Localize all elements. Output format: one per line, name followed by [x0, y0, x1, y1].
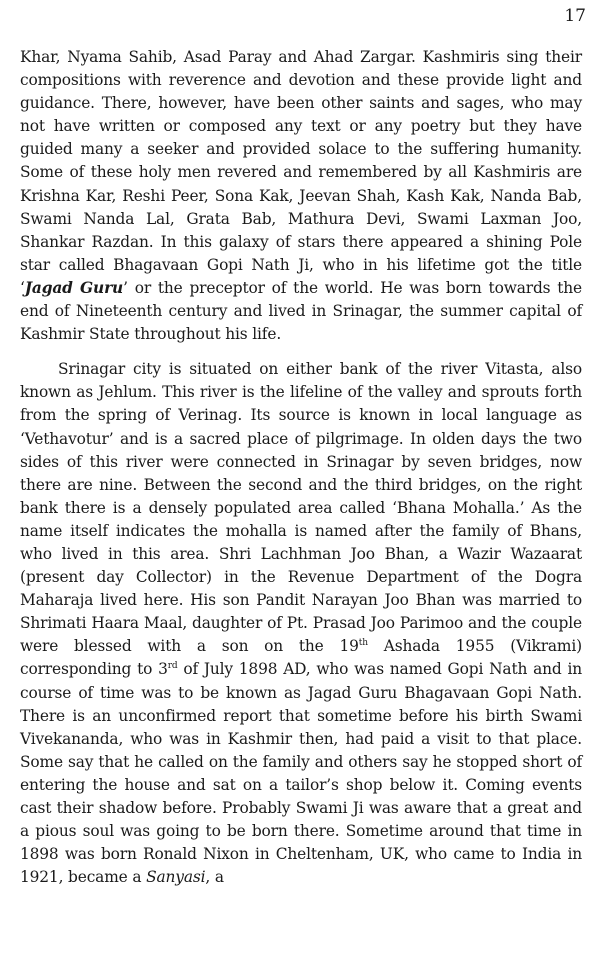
paragraph-1-text: Khar, Nyama Sahib, Asad Paray and Ahad Zargar. Kashmiris sing their compositions with reverence and devotion and these provide light and guidance. There, however, have been other saints and sages, who may not have written or composed any text or any poetry but they have guided many a seeker and provided solace to the suffering humanity. Some of these holy men revered and remembered by all Kashmiris are Krishna Kar, Reshi Peer, Sona Kak, Jeevan Shah, Kash Kak, Nanda Bab, Swami Nanda Lal, Grata Bab, Mathura Devi, Swami Laxman Joo, Shankar Razdan. In this galaxy of stars there appeared a shining Pole star called Bhagavaan Gopi Nath Ji, who in his lifetime got the title ‘	[20, 48, 582, 297]
paragraph-2-text: Srinagar city is situated on either bank of the river Vitasta, also known as Jehlum. This river is the lifeline of the valley and sprouts forth from the spring of Verinag. Its source is known in local language as ‘Vethavotur’ and is a sacred place of pilgrimage. In olden days the two sides of this river were connected in Srinagar by seven bridges, now there are nine. Between the second and the third bridges, on the right bank there is a densely populated area called ‘Bhana Mohalla.’ As the name itself indicates the mohalla is named after the family of Bhans, who lived in this area. Shri Lachhman Joo Bhan, a Wazir Wazaarat (present day Collector) in the Revenue Department of the Dogra Maharaja lived here. His son Pandit Narayan Joo Bhan was married to Shrimati Haara Maal, daughter of Pt. Prasad Joo Parimoo and the couple were blessed with a son on the 19	[20, 360, 582, 656]
ordinal-superscript-th: th	[358, 638, 368, 649]
paragraph-2-text-more: of July 1898 AD, who was named Gopi Nath and in course of time was to be known as Jagad Guru Bhagavaan Gopi Nath. There is an unconfirmed report that sometime before his birth Swami Vivekananda, who was in Kashmir then, had paid a visit to that place. Some say that he called on the family and others say he stopped short of entering the house and sat on a tailor’s shop below it. Coming events cast their shadow before. Probably Swami Ji was aware that a great and a pious soul was going to be born there. Sometime around that time in 1898 was born Ronald Nixon in Cheltenham, UK, who came to India in 1921, became a	[20, 660, 582, 887]
page-number: 17	[564, 6, 586, 26]
paragraph-1-text-end: ’ or the preceptor of the world. He was born towards the end of Nineteenth century and lived in Srinagar, the summer capital of Kashmir State throughout his life.	[20, 278, 583, 344]
paragraph-2-text-cont: Ashada 1955 (Vikrami) corresponding to 3	[20, 637, 582, 679]
paragraph-2-text-end: , a	[205, 868, 224, 887]
sanyasi-term: Sanyasi	[146, 868, 206, 887]
jagad-guru-term: Jagad Guru	[24, 278, 124, 297]
paragraph-2	[20, 358, 582, 889]
ordinal-superscript-rd: rd	[167, 661, 178, 672]
paragraph-1	[20, 46, 582, 346]
body-text	[20, 46, 582, 889]
